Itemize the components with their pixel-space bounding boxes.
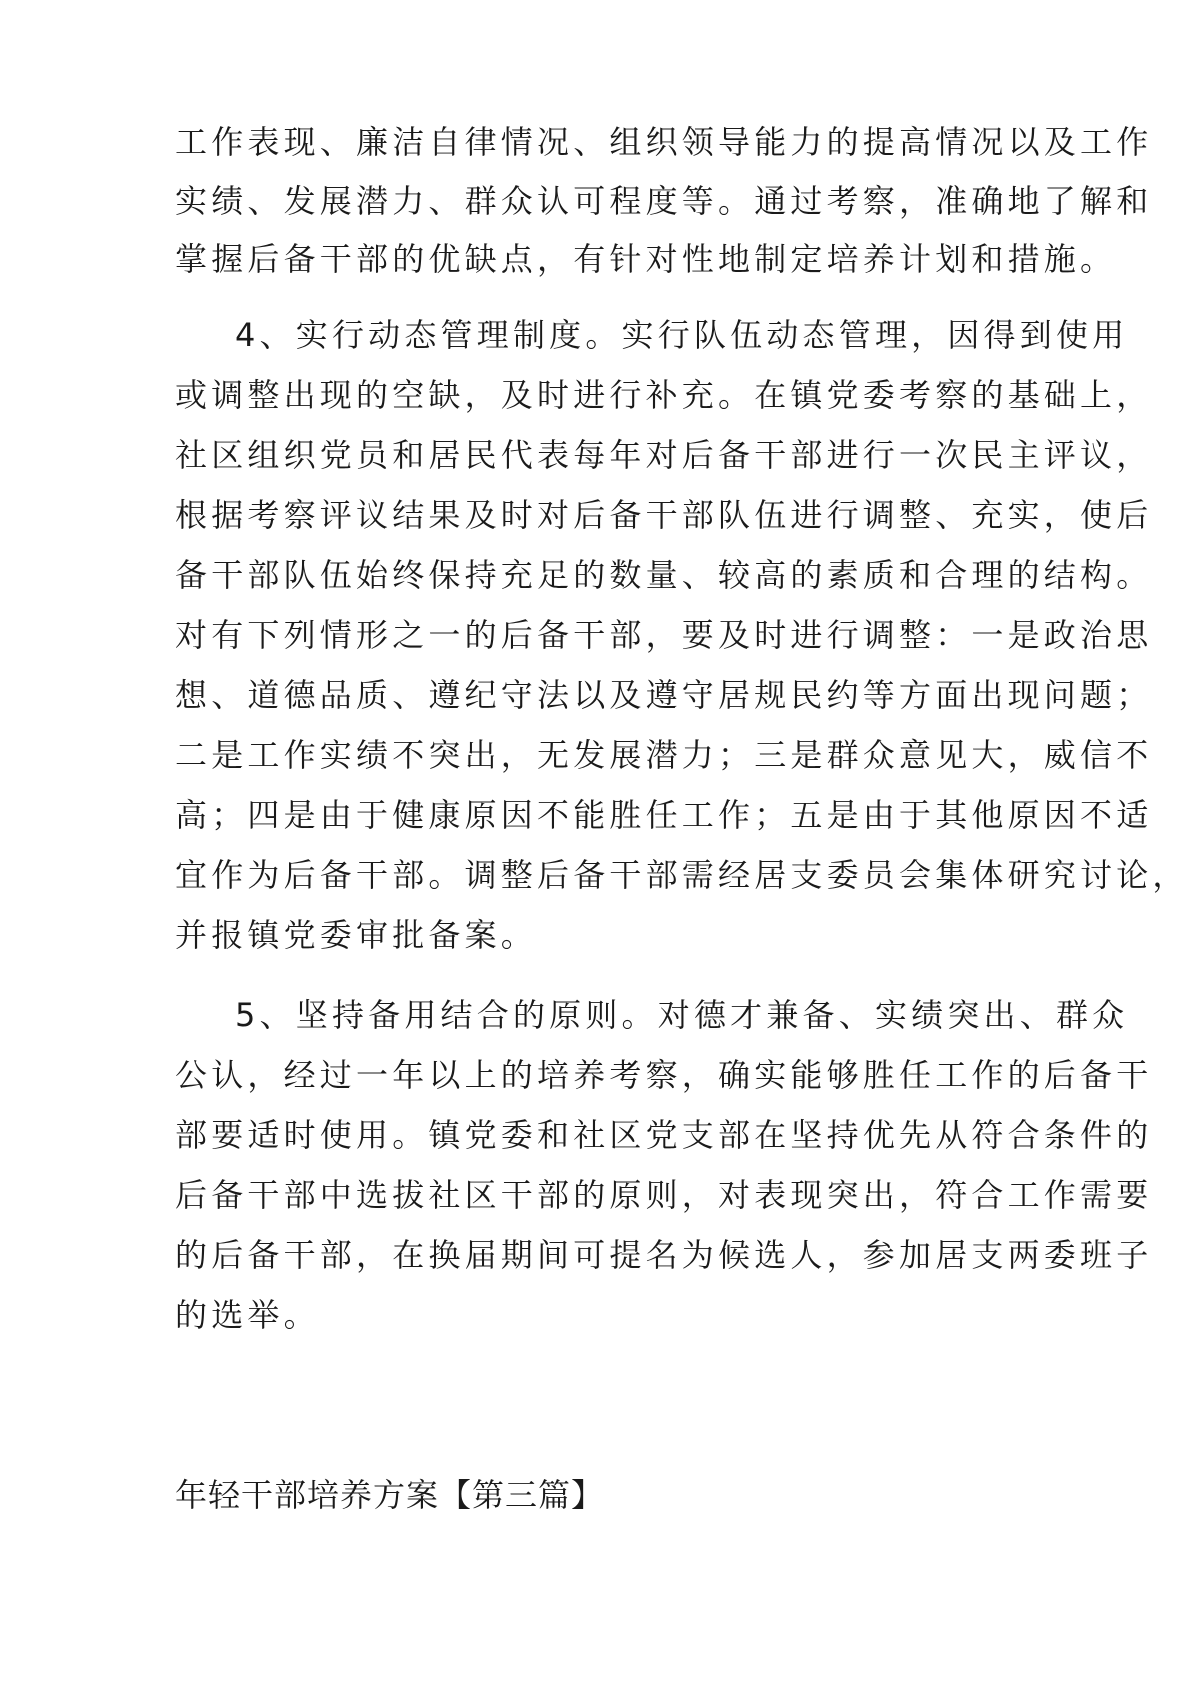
body-line-13: 宜作为后备干部。调整后备干部需经居支委员会集体研究讨论， bbox=[175, 856, 1189, 894]
section-heading: 年轻干部培养方案【第三篇】 bbox=[175, 1476, 605, 1514]
body-line-1: 工作表现、廉洁自律情况、组织领导能力的提高情况以及工作 bbox=[175, 123, 1153, 161]
body-line-12: 高；四是由于健康原因不能胜任工作；五是由于其他原因不适 bbox=[175, 796, 1153, 834]
body-line-19: 的后备干部，在换届期间可提名为候选人，参加居支两委班子 bbox=[175, 1236, 1153, 1274]
body-line-6: 社区组织党员和居民代表每年对后备干部进行一次民主评议， bbox=[175, 436, 1153, 474]
body-line-17: 部要适时使用。镇党委和社区党支部在坚持优先从符合条件的 bbox=[175, 1116, 1153, 1154]
body-line-11: 二是工作实绩不突出，无发展潜力；三是群众意见大，威信不 bbox=[175, 736, 1153, 774]
paragraph-4-first-line: 4、实行动态管理制度。实行队伍动态管理，因得到使用 bbox=[235, 316, 1129, 354]
body-line-7: 根据考察评议结果及时对后备干部队伍进行调整、充实，使后 bbox=[175, 496, 1153, 534]
body-line-14: 并报镇党委审批备案。 bbox=[175, 916, 538, 954]
body-line-3: 掌握后备干部的优缺点，有针对性地制定培养计划和措施。 bbox=[175, 240, 1117, 278]
body-line-20: 的选举。 bbox=[175, 1296, 320, 1334]
body-line-9: 对有下列情形之一的后备干部，要及时进行调整：一是政治思 bbox=[175, 616, 1153, 654]
body-line-8: 备干部队伍始终保持充足的数量、较高的素质和合理的结构。 bbox=[175, 556, 1153, 594]
body-line-18: 后备干部中选拔社区干部的原则，对表现突出，符合工作需要 bbox=[175, 1176, 1153, 1214]
body-line-2: 实绩、发展潜力、群众认可程度等。通过考察，准确地了解和 bbox=[175, 182, 1153, 220]
body-line-16: 公认，经过一年以上的培养考察，确实能够胜任工作的后备干 bbox=[175, 1056, 1153, 1094]
paragraph-5-first-line: 5、坚持备用结合的原则。对德才兼备、实绩突出、群众 bbox=[235, 996, 1129, 1034]
body-line-5: 或调整出现的空缺，及时进行补充。在镇党委考察的基础上， bbox=[175, 376, 1153, 414]
body-line-10: 想、道德品质、遵纪守法以及遵守居规民约等方面出现问题； bbox=[175, 676, 1153, 714]
